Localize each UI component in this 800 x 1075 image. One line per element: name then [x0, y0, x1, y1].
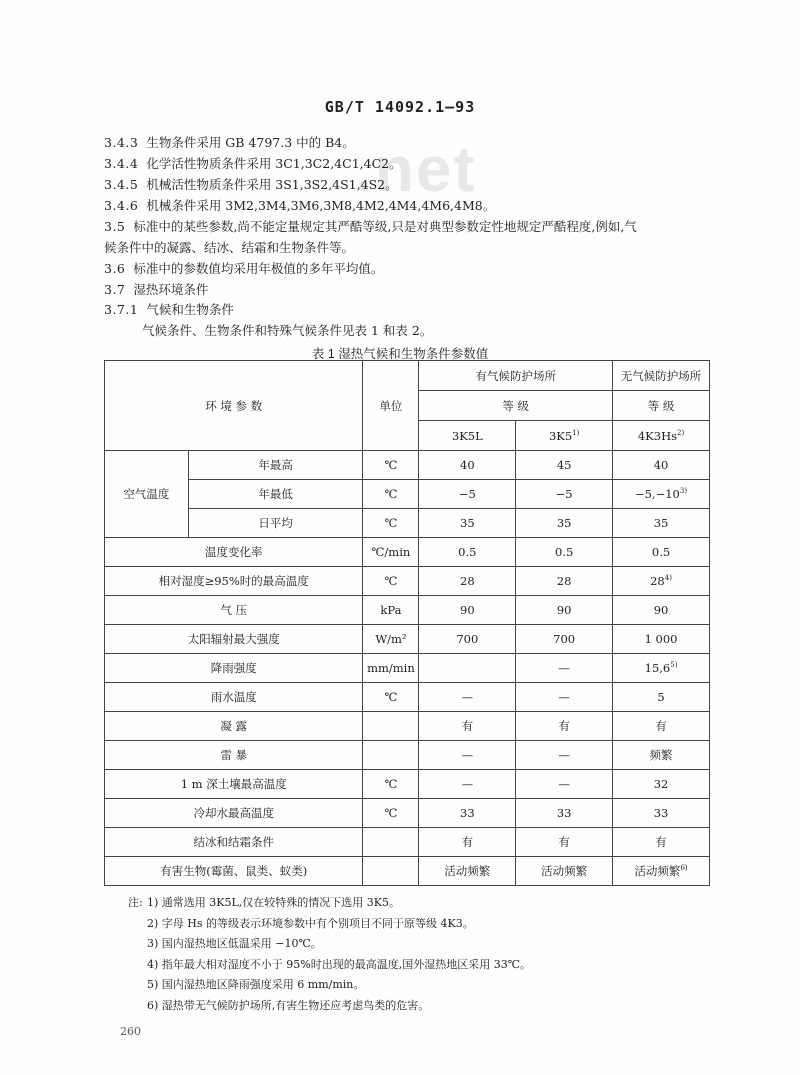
- row-unit: [363, 828, 419, 857]
- row-unit: [363, 741, 419, 770]
- header-grade-sheltered: 等 级: [419, 391, 613, 421]
- watermark: .net: [355, 133, 477, 205]
- clause-number: 3.6: [104, 261, 126, 276]
- row-unit: [363, 712, 419, 741]
- table-row: [105, 712, 710, 741]
- value-3k5: —: [516, 741, 613, 770]
- clause-text: 标准中的某些参数,尚不能定量规定其严酷等级,只是对典型参数定性地规定严酷程度,例如,气: [133, 219, 637, 234]
- value-3k5: 33: [516, 799, 613, 828]
- standard-header: GB/T 14092.1—93: [324, 98, 476, 116]
- note-text: 6) 湿热带无气候防护场所,有害生物还应考虑鸟类的危害。: [147, 998, 430, 1012]
- row-param: 太阳辐射最大强度: [105, 625, 363, 654]
- value-3k5: 活动频繁: [516, 857, 613, 886]
- row-unit: ℃: [363, 799, 419, 828]
- row-param: 凝 露: [105, 712, 363, 741]
- value-3k5l: 活动频繁: [419, 857, 516, 886]
- row-unit: ℃: [363, 509, 419, 538]
- value-3k5: 0.5: [516, 538, 613, 567]
- table-row: [105, 770, 710, 799]
- table-row: [105, 596, 710, 625]
- value-3k5l: 有: [419, 712, 516, 741]
- value-4k3hs: 频繁: [613, 741, 710, 770]
- clause-line: [104, 216, 714, 237]
- table-row: [105, 799, 710, 828]
- table-row: [105, 538, 710, 567]
- clause-line: [104, 299, 714, 320]
- value-3k5: −5: [516, 480, 613, 509]
- clause-text: 候条件中的凝露、结冰、结霜和生物条件等。: [104, 240, 355, 255]
- clause-text: 气候和生物条件: [146, 302, 234, 317]
- value-4k3hs: 1 000: [613, 625, 710, 654]
- row-unit: ℃: [363, 451, 419, 480]
- value-3k5l: 28: [419, 567, 516, 596]
- row-unit: ℃/min: [363, 538, 419, 567]
- note-text: 5) 国内湿热地区降雨强度采用 6 mm/min。: [147, 978, 365, 991]
- intro-text: 气候条件、生物条件和特殊气候条件见表 1 和表 2。: [142, 323, 433, 338]
- row-unit: kPa: [363, 596, 419, 625]
- value-3k5: 45: [516, 451, 613, 480]
- value-3k5l: 40: [419, 451, 516, 480]
- clause-number: 3.7: [104, 282, 126, 297]
- table-row: [105, 857, 710, 886]
- row-param: 温度变化率: [105, 538, 363, 567]
- row-unit: mm/min: [363, 654, 419, 683]
- row-unit: ℃: [363, 683, 419, 712]
- value-4k3hs: 90: [613, 596, 710, 625]
- header-grade-unsheltered: 等 级: [613, 391, 710, 421]
- table-caption: 表 1 湿热气候和生物条件参数值: [311, 347, 489, 361]
- table-row: [105, 683, 710, 712]
- note-line: [128, 934, 531, 955]
- value-3k5: 28: [516, 567, 613, 596]
- row-param: 气 压: [105, 596, 363, 625]
- value-3k5l: 700: [419, 625, 516, 654]
- row-param: 有害生物(霉菌、鼠类、蚁类): [105, 857, 363, 886]
- note-text: 4) 指年最大相对湿度不小于 95%时出现的最高温度,国外湿热地区采用 33℃。: [147, 957, 532, 971]
- value-3k5l: [419, 654, 516, 683]
- clause-line: [104, 258, 714, 279]
- table-row: [105, 480, 710, 509]
- table-row: [105, 625, 710, 654]
- value-3k5l: 35: [419, 509, 516, 538]
- row-unit: W/m²: [363, 625, 419, 654]
- row-param: 雷 暴: [105, 741, 363, 770]
- table-row: [105, 828, 710, 857]
- value-3k5: —: [516, 654, 613, 683]
- row-param: 降雨强度: [105, 654, 363, 683]
- value-3k5l: 0.5: [419, 538, 516, 567]
- value-3k5: 90: [516, 596, 613, 625]
- row-param: 1 m 深土壤最高温度: [105, 770, 363, 799]
- clause-line: [104, 174, 714, 195]
- table-row: [105, 654, 710, 683]
- clause-number: 3.4.3: [104, 135, 139, 150]
- row-unit: ℃: [363, 770, 419, 799]
- note-text: 2) 字母 Hs 的等级表示环境参数中有个别项目不同于原等级 4K3。: [147, 916, 474, 930]
- clause-text: 湿热环境条件: [133, 282, 209, 297]
- note-text: 3) 国内湿热地区低温采用 −10℃。: [147, 937, 322, 950]
- clause-text: 机械条件采用 3M2,3M4,3M6,3M8,4M2,4M4,4M6,4M8。: [146, 198, 496, 213]
- value-3k5: 有: [516, 712, 613, 741]
- value-3k5l: 有: [419, 828, 516, 857]
- clause-text: 生物条件采用 GB 4797.3 中的 B4。: [146, 135, 355, 150]
- table-row: [105, 567, 710, 596]
- row-unit: [363, 857, 419, 886]
- header-param: 环 境 参 数: [105, 361, 363, 451]
- value-3k5l: —: [419, 683, 516, 712]
- page-number: 260: [120, 1025, 141, 1038]
- value-4k3hs: 0.5: [613, 538, 710, 567]
- table-notes: [128, 893, 531, 1016]
- row-param: 雨水温度: [105, 683, 363, 712]
- clause-line: [104, 195, 714, 216]
- row-subparam: 日平均: [188, 509, 363, 538]
- clause-line: [104, 237, 714, 258]
- clause-number: 3.7.1: [104, 302, 139, 317]
- value-4k3hs: 15,6$^{5)}$: [613, 654, 710, 683]
- value-4k3hs: 40: [613, 451, 710, 480]
- row-unit: ℃: [363, 480, 419, 509]
- row-unit: ℃: [363, 567, 419, 596]
- table-row: [105, 509, 710, 538]
- clause-line: [104, 279, 714, 300]
- note-line: [128, 996, 531, 1017]
- note-line: [128, 914, 531, 935]
- value-4k3hs: 有: [613, 712, 710, 741]
- header-class-3k5l: 3K5L: [419, 421, 516, 451]
- clause-text: 机械活性物质条件采用 3S1,3S2,4S1,4S2。: [146, 177, 398, 192]
- value-3k5: 700: [516, 625, 613, 654]
- value-4k3hs: 5: [613, 683, 710, 712]
- header-group-sheltered: 有气候防护场所: [419, 361, 613, 391]
- value-3k5l: —: [419, 770, 516, 799]
- value-4k3hs: 35: [613, 509, 710, 538]
- note-line: [128, 955, 531, 976]
- value-4k3hs: 有: [613, 828, 710, 857]
- value-3k5l: 90: [419, 596, 516, 625]
- value-3k5: 有: [516, 828, 613, 857]
- value-4k3hs: $-5,-10^{3)}$: [613, 480, 710, 509]
- header-unit: 单位: [363, 361, 419, 451]
- value-3k5l: 33: [419, 799, 516, 828]
- clause-text: 化学活性物质条件采用 3C1,3C2,4C1,4C2。: [146, 156, 402, 171]
- header-class-3k5: 3K5$^{1)}$: [516, 421, 613, 451]
- clause-number: 3.4.6: [104, 198, 139, 213]
- value-3k5: —: [516, 683, 613, 712]
- air-temperature-label: 空气温度: [105, 451, 189, 538]
- table-row: [105, 451, 710, 480]
- value-3k5l: −5: [419, 480, 516, 509]
- row-subparam: 年最低: [188, 480, 363, 509]
- value-4k3hs: 33: [613, 799, 710, 828]
- value-3k5l: —: [419, 741, 516, 770]
- parameter-table: [104, 360, 710, 886]
- clause-line: [104, 153, 714, 174]
- clause-text: 标准中的参数值均采用年极值的多年平均值。: [133, 261, 384, 276]
- row-param: 冷却水最高温度: [105, 799, 363, 828]
- note-lead: 注:: [128, 896, 143, 909]
- value-4k3hs: 活动频繁$^{6)}$: [613, 857, 710, 886]
- header-class-4k3hs: 4K3Hs$^{2)}$: [613, 421, 710, 451]
- clause-number: 3.5: [104, 219, 126, 234]
- header-group-unsheltered: 无气候防护场所: [613, 361, 710, 391]
- value-4k3hs: 32: [613, 770, 710, 799]
- clause-number: 3.4.5: [104, 177, 139, 192]
- value-4k3hs: 28$^{4)}$: [613, 567, 710, 596]
- value-3k5: —: [516, 770, 613, 799]
- note-line: [128, 975, 531, 996]
- note-line: [128, 893, 531, 914]
- clause-line: [104, 132, 714, 153]
- note-text: 1) 通常选用 3K5L,仅在较特殊的情况下选用 3K5。: [147, 896, 401, 909]
- row-param: 结冰和结霜条件: [105, 828, 363, 857]
- table-row: [105, 741, 710, 770]
- value-3k5: 35: [516, 509, 613, 538]
- row-param: 相对湿度≥95%时的最高温度: [105, 567, 363, 596]
- clause-number: 3.4.4: [104, 156, 139, 171]
- row-subparam: 年最高: [188, 451, 363, 480]
